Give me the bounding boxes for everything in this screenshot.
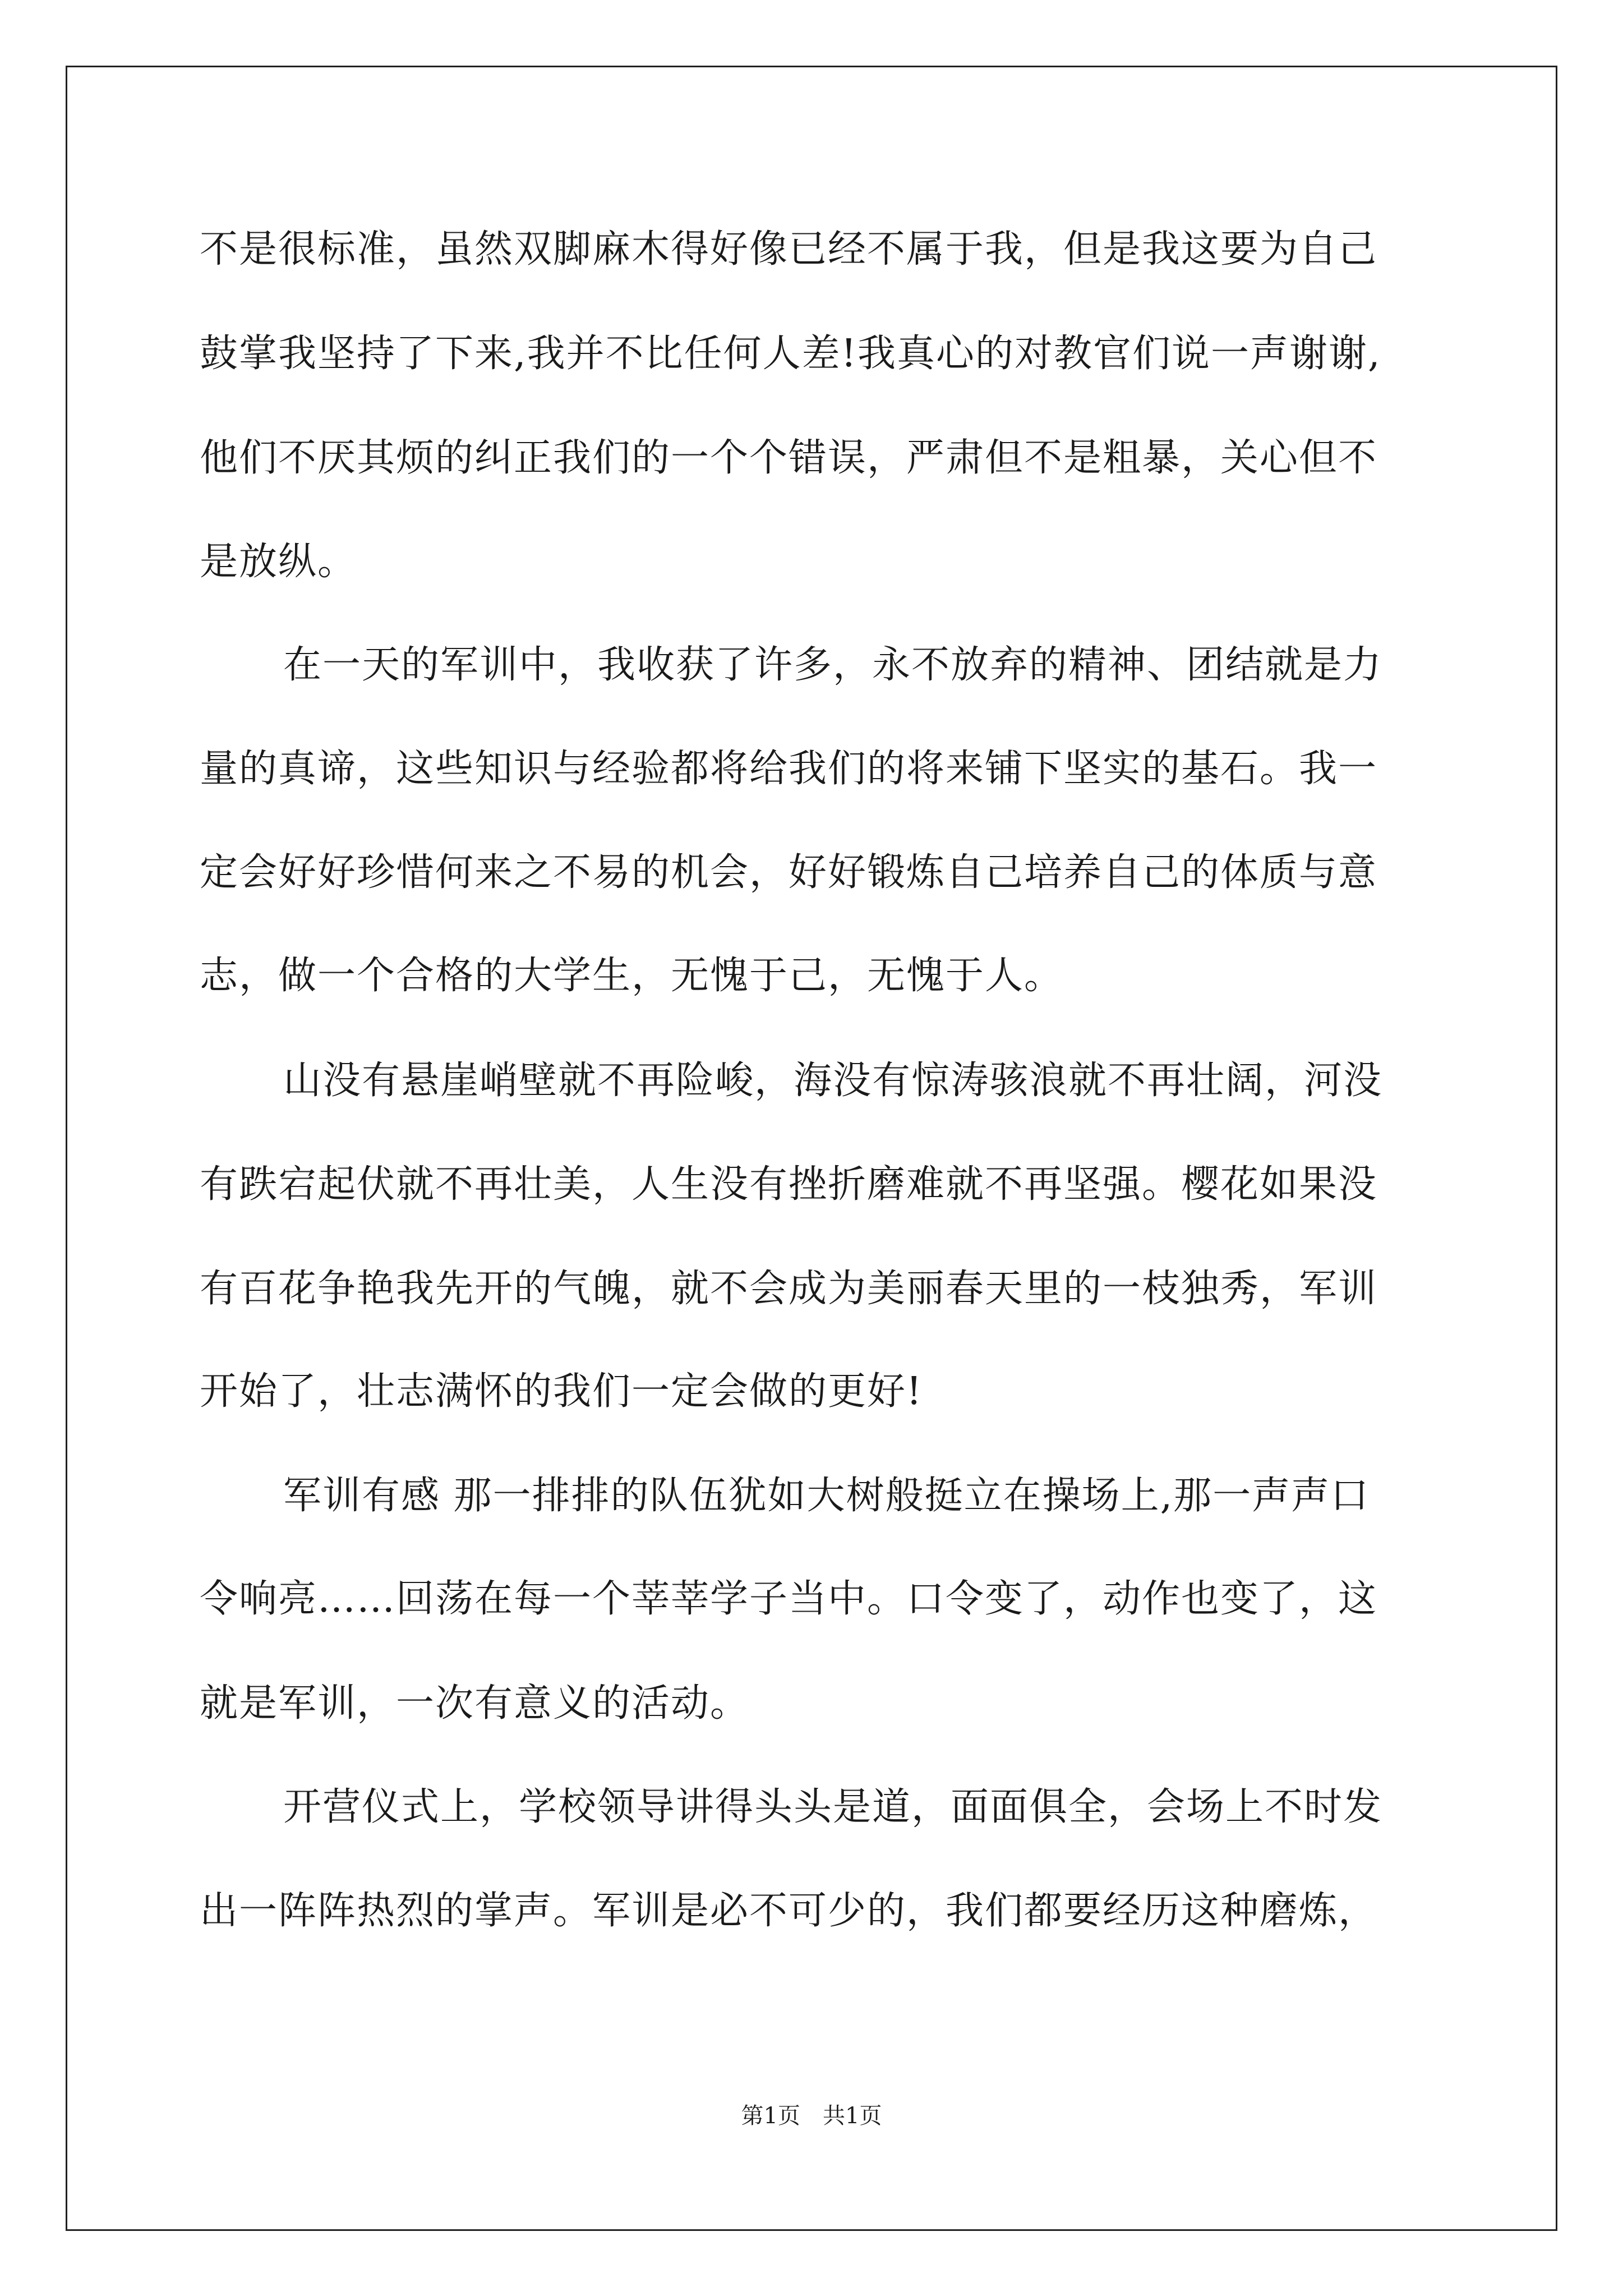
text-line-11: 有百花争艳我先开的气魄，就不会成为美丽春天里的一枝独秀，军训: [200, 1267, 1378, 1311]
text-line-6: 量的真谛，这些知识与经验都将给我们的将来铺下坚实的基石。我一: [200, 747, 1378, 791]
text-line-10: 有跌宕起伏就不再壮美，人生没有挫折磨难就不再坚强。樱花如果没: [200, 1162, 1378, 1207]
text-line-3: 他们不厌其烦的纠正我们的一个个错误，严肃但不是粗暴，关心但不: [200, 436, 1378, 480]
paragraph-4-first-line: 军训有感 那一排排的队伍犹如大树般挺立在操场上,那一声声口: [283, 1474, 1370, 1518]
text-line-7: 定会好好珍惜何来之不易的机会，好好锻炼自己培养自己的体质与意: [200, 850, 1378, 895]
text-line-12: 开始了，壮志满怀的我们一定会做的更好!: [200, 1369, 923, 1414]
text-line-2: 鼓掌我坚持了下来,我并不比任何人差!我真心的对教官们说一声谢谢,: [200, 332, 1381, 376]
text-line-8: 志，做一个合格的大学生，无愧于己，无愧于人。: [200, 954, 1064, 998]
text-line-17: 出一阵阵热烈的掌声。军训是必不可少的，我们都要经历这种磨炼，: [200, 1889, 1378, 1933]
text-line-15: 就是军训，一次有意义的活动。: [200, 1681, 750, 1726]
paragraph-2-first-line: 在一天的军训中，我收获了许多，永不放弃的精神、团结就是力: [283, 643, 1383, 687]
page-number-footer: 第1页 共1页: [741, 2103, 882, 2129]
paragraph-5-first-line: 开营仪式上，学校领导讲得头头是道，面面俱全，会场上不时发: [283, 1785, 1383, 1829]
paragraph-3-first-line: 山没有悬崖峭壁就不再险峻，海没有惊涛骇浪就不再壮阔，河没: [283, 1059, 1383, 1103]
text-line-1: 不是很标准，虽然双脚麻木得好像已经不属于我，但是我这要为自己: [200, 227, 1378, 272]
text-line-4: 是放纵。: [200, 540, 357, 584]
text-line-14: 令响亮……回荡在每一个莘莘学子当中。口令变了，动作也变了，这: [200, 1577, 1378, 1621]
